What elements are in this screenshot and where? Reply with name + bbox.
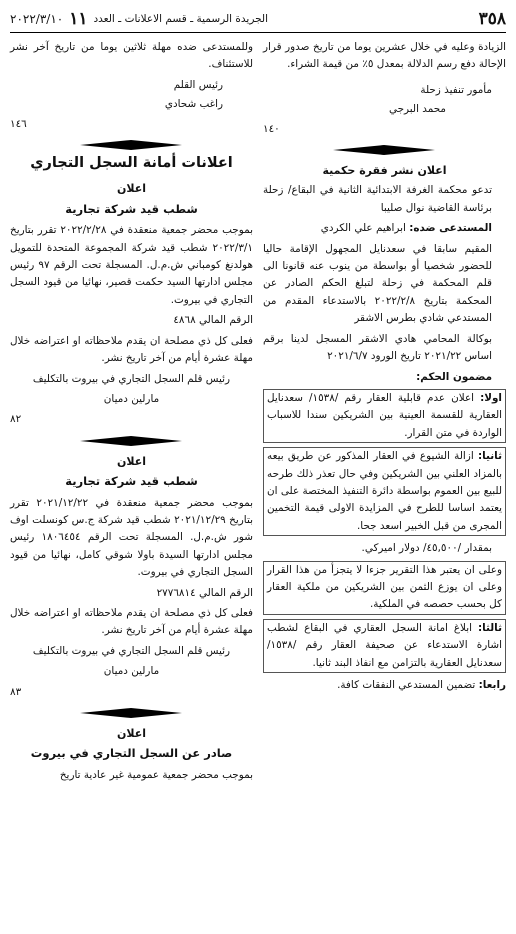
- notice-1-financial-number: الرقم المالي ٤٨٦٨: [173, 314, 253, 327]
- ruling-item-4: [263, 677, 506, 694]
- ruling-item-1: [263, 389, 506, 443]
- ruling-item-4-text: تضمين المستدعي النفقات كافة.: [337, 679, 476, 691]
- defendant-line: [263, 220, 506, 237]
- ruling-item-4-label: رابعا:: [478, 679, 506, 691]
- ruling-item-1-label: اولا:: [480, 391, 502, 404]
- defendant-name: ابراهيم علي الكردي: [320, 222, 406, 235]
- notice-2-reference: ٨٣: [10, 685, 22, 698]
- notice-1-objection: فعلى كل ذي مصلحة ان يقدم ملاحظاته او اعتراضه خلال مهلة عشرة أيام من آخر تاريخ نشر.: [10, 334, 253, 365]
- reference-number: ١٤٠: [263, 122, 280, 135]
- amount-text: بمقدار /٤٥,٥٠٠/ دولار اميركي.: [361, 542, 492, 555]
- signature-title: مأمور تنفيذ زحلة: [420, 83, 492, 96]
- ruling-item-1-text: اعلان عدم قابلية العقار رقم /١٥٣٨/ سعدنايل العقارية للقسمة العينية بين الشريكين سندا للاسباب الواردة في متن القرار.: [267, 391, 502, 439]
- top-reference-number: ١٤٦: [10, 117, 27, 130]
- notice-2-signature-title: رئيس قلم السجل التجاري في بيروت بالتكليف: [32, 644, 231, 657]
- notice-2-body: بموجب محضر جمعية منعقدة في ٢٠٢١/١٢/٢٢ تقرر بتاريخ ٢٠٢١/١٢/٢٩ شطب قيد شركة ج.س كونسلت اوف شور ش.م.ل. المسجلة تحت الرقم ١٨٠٦٤٥٤ رئيس مجلس ادارتها السيدة باولا شوقي كامل، نهائيا من قيود السجل التجاري في بيروت.: [10, 496, 254, 579]
- section-divider: [10, 707, 253, 719]
- ruling-label: مضمون الحكم:: [416, 370, 492, 383]
- notice-1-signature-name: مارلين دميان: [103, 392, 160, 405]
- column-gap: [253, 39, 263, 787]
- ruling-item-2-text: ازالة الشيوع في العقار المذكور عن طريق بيعه بالمزاد العلني بين الشريكين وفي حال تعذر ذلك طرحه للبيع بين العموم بواسطة دائرة التنفيذ المختصة على ان يعتمد اساسا للطرح في المزايدة الاولى قيمة التخمين المجرى من قبل الخبير اسعد جحا.: [267, 450, 502, 532]
- notice-1-reference: ٨٢: [10, 413, 22, 426]
- header-title-group: [479, 9, 506, 29]
- header-issue-group: [10, 9, 268, 29]
- notice-1-label: اعلان: [116, 182, 147, 196]
- top-signature-title: رئيس القلم: [173, 78, 223, 91]
- intro-paragraph: الزيادة وعليه في خلال عشرين يوما من تاريخ صدور قرار الإحالة دفع رسم الدلالة بمعدل ٥٪ من قيمة الشراء.: [263, 41, 506, 71]
- paragraph-2: بوكالة المحامي هادي الاشقر المسجل لدينا برقم اساس ٢٠٢١/٢٢ تاريخ الورود ٢٠٢١/٦/٧: [263, 332, 492, 363]
- notice-2-label: اعلان: [116, 454, 147, 468]
- paragraph-3: وعلى ان يعتبر هذا التقرير جزءا لا يتجزأ من هذا القرار وعلى ان يوزع الثمن بين الشريكين من ملكية العقار كل بحسب حصصه في الملكية.: [263, 561, 506, 615]
- ruling-item-3: [263, 619, 506, 673]
- section-divider: [10, 435, 253, 447]
- appeal-text: وللمستدعى ضده مهلة ثلاثين يوما من تاريخ آخر نشر للاستئناف.: [10, 41, 253, 71]
- issue-number: ١١: [69, 9, 88, 29]
- section-divider: [10, 139, 253, 151]
- notice-3-label: اعلان: [116, 727, 147, 740]
- section-title: اعلانات أمانة السجل التجاري: [30, 155, 233, 172]
- section-divider: [263, 144, 506, 156]
- court-text: تدعو محكمة الغرفة الابتدائية الثانية في البقاع/ زحلة برئاسة القاضية نوال صليبا: [263, 184, 492, 214]
- ruling-item-2: [263, 447, 506, 536]
- notice-2-signature-name: مارلين دميان: [103, 665, 160, 678]
- paragraph-1: المقيم سابقا في سعدنايل المجهول الإقامة حاليا للحضور شخصيا أو بواسطة من ينوب عنه قانونا الى قلم المحكمة في زحلة لتبلغ الحكم الصادر عن المحكمة بتاريخ ٢٠٢٢/٢/٨ بالاستدعاء المقدم من المستدعي شادي بطرس الاشقر: [263, 242, 493, 325]
- ruling-item-3-label: ثالثا:: [477, 621, 502, 634]
- issue-date: ٢٠٢٢/٣/١٠: [10, 12, 64, 26]
- top-signature-name: راغب شحادي: [164, 98, 223, 111]
- ruling-item-2-label: ثانيا:: [477, 450, 502, 463]
- notice-2-title: شطب قيد شركة تجارية: [65, 474, 198, 489]
- defendant-label: المستدعى ضده:: [409, 222, 492, 235]
- right-column: [263, 39, 506, 787]
- notice-1-title: شطب قيد شركة تجارية: [65, 201, 198, 216]
- notice-3-title: صادر عن السجل التجاري في بيروت: [30, 746, 233, 761]
- notice-1-body: بموجب محضر جمعية منعقدة في ٢٠٢٢/٢/٢٨ تقرر بتاريخ ٢٠٢٢/٣/١ شطب قيد شركة المجموعة المتحدة للتمويل هولدنغ كومباني ش.م.ل. المسجلة تحت الرقم ٩٧ رئيس مجلس ادارتها السيد حكمت قصير، نهائيا من قيود السجل التجاري في بيروت.: [10, 224, 253, 306]
- columns: [10, 39, 506, 787]
- left-column: [10, 39, 253, 787]
- ruling-item-3-text: ابلاغ امانة السجل العقاري في البقاع لشطب اشارة الاستدعاء عن صحيفة العقار رقم /١٥٣٨/ سعدنايل العقارية بالتزامن مع انفاذ البند ثانيا.: [267, 621, 502, 669]
- gazette-title: الجريدة الرسمية ـ قسم الاعلانات ـ العدد: [93, 13, 269, 25]
- notice-2-financial-number: الرقم المالي ٢٧٧٦٨١٤: [156, 586, 253, 599]
- notice-1-signature-title: رئيس قلم السجل التجاري في بيروت بالتكليف: [32, 372, 231, 385]
- notice-2-objection: فعلى كل ذي مصلحة ان يقدم ملاحظاته او اعتراضه خلال مهلة عشرة أيام من آخر تاريخ نشر.: [10, 606, 253, 637]
- page-number: ٣٥٨: [478, 9, 506, 29]
- signature-name: محمد البرجي: [388, 103, 446, 116]
- notice-3-body: بموجب محضر جمعية عمومية غير عادية تاريخ: [59, 768, 253, 781]
- notice-title: اعلان نشر فقرة حكمية: [322, 164, 447, 178]
- page-header: [10, 6, 506, 33]
